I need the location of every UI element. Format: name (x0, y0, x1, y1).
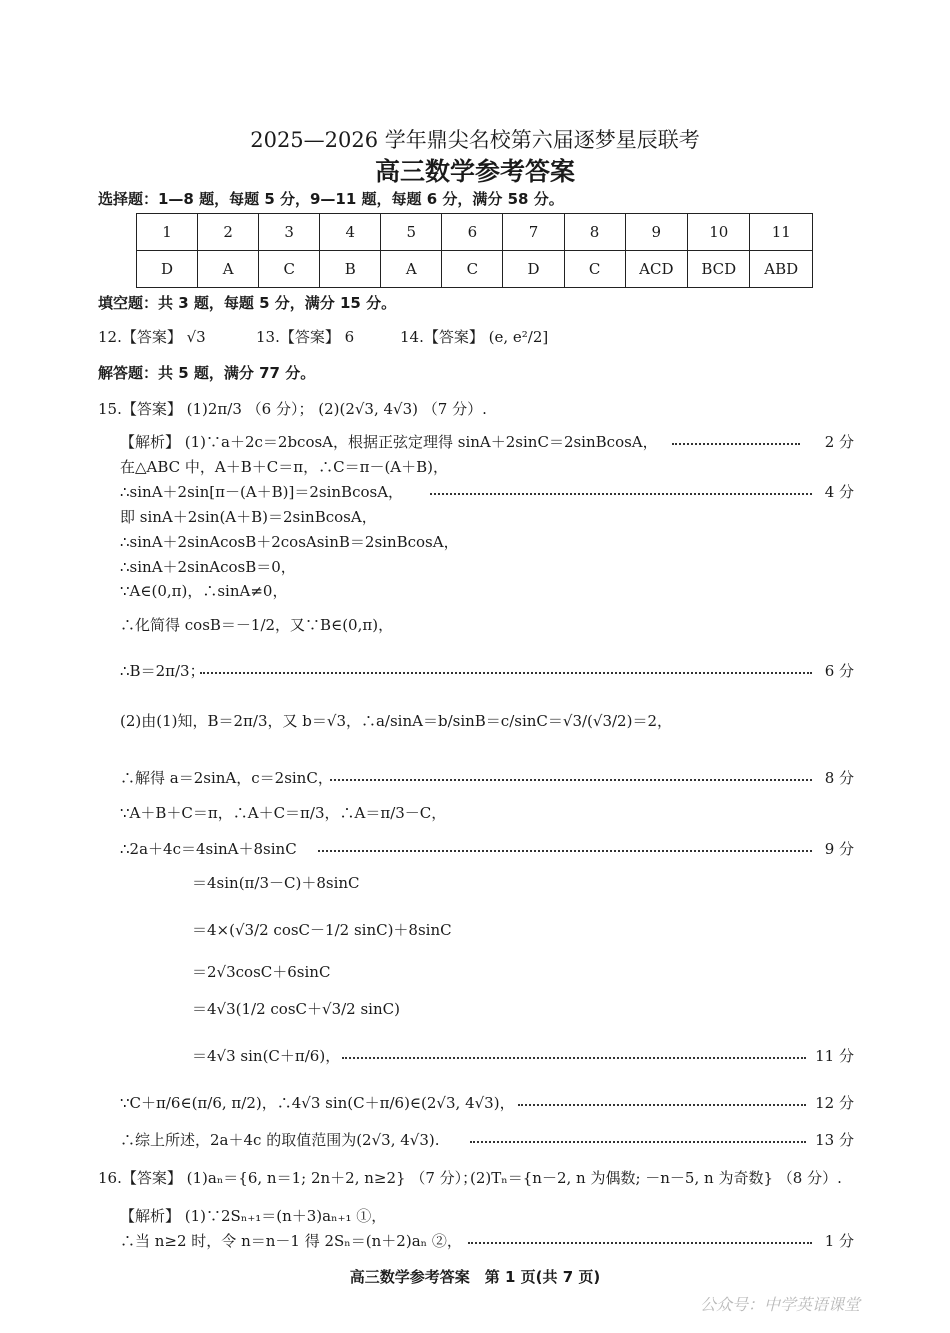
table-cell: 6 (442, 214, 503, 251)
answer-q12: 12.【答案】 √3 (98, 328, 206, 346)
score-leader (200, 672, 812, 674)
solution-line: ∴sinA＋2sinAcosB＝0， (120, 558, 296, 576)
table-cell: ABD (750, 251, 813, 288)
answer-table-answer-row (137, 251, 813, 288)
table-cell: 5 (381, 214, 442, 251)
solution-line: ∴B＝2π/3； (120, 662, 205, 680)
score-leader (672, 443, 800, 445)
solution-line: ∴化简得 cosB＝－1/2，又∵B∈(0,π)， (120, 616, 394, 634)
score-label: 6 分 (824, 662, 854, 680)
watermark: 公众号：中学英语课堂 (700, 1295, 861, 1314)
solution-line: ∵C＋π/6∈(π/6, π/2)，∴4√3 sin(C＋π/6)∈(2√3, 4√3)， (120, 1094, 515, 1112)
solution-line: 【解析】 (1)∵2Sₙ₊₁＝(n＋3)aₙ₊₁ ①， (120, 1207, 387, 1225)
score-leader (518, 1104, 806, 1106)
answer-q15: 15.【答案】 (1)2π/3 （6 分）； (2)(2√3, 4√3) （7 分）. (98, 400, 487, 418)
exam-title: 2025—2026 学年鼎尖名校第六届逐梦星辰联考 (250, 128, 700, 152)
table-cell: D (137, 251, 198, 288)
table-cell: 2 (198, 214, 259, 251)
answer-q14: 14.【答案】 (e, e²/2] (400, 328, 549, 346)
solution-line: ∴综上所述，2a＋4c 的取值范围为(2√3, 4√3). (120, 1131, 440, 1149)
solution-line: ∵A＋B＋C＝π，∴A＋C＝π/3，∴A＝π/3－C， (120, 804, 447, 822)
table-cell: ACD (625, 251, 687, 288)
table-cell: BCD (688, 251, 750, 288)
solution-line: ＝4√3(1/2 cosC＋√3/2 sinC) (192, 1000, 400, 1018)
solution-line: ∴sinA＋2sin[π－(A＋B)]＝2sinBcosA， (120, 483, 404, 501)
table-cell: 3 (259, 214, 320, 251)
solution-line: ∴解得 a＝2sinA，c＝2sinC， (120, 769, 333, 787)
solution-line: ＝4√3 sin(C＋π/6)， (192, 1047, 341, 1065)
table-cell: 10 (688, 214, 750, 251)
solution-line: ＝4sin(π/3－C)＋8sinC (192, 874, 360, 892)
choice-note: 选择题：1—8 题，每题 5 分，9—11 题，每题 6 分，满分 58 分。 (98, 190, 564, 208)
table-cell: 11 (750, 214, 813, 251)
solution-line: ＝4×(√3/2 cosC－1/2 sinC)＋8sinC (192, 921, 452, 939)
table-cell: 9 (625, 214, 687, 251)
table-cell: A (381, 251, 442, 288)
table-cell: B (320, 251, 381, 288)
answer-table-header-row (137, 214, 813, 251)
table-cell: 4 (320, 214, 381, 251)
answer-q16-part1: 16.【答案】 (1)aₙ＝{6, n＝1; 2n＋2, n≥2} （7 分）； (98, 1169, 478, 1187)
solve-note: 解答题：共 5 题，满分 77 分。 (98, 364, 316, 382)
score-leader (330, 779, 812, 781)
score-leader (430, 493, 812, 495)
score-label: 9 分 (824, 840, 854, 858)
score-label: 11 分 (815, 1047, 854, 1065)
score-leader (318, 850, 812, 852)
solution-line: 在△ABC 中，A＋B＋C＝π，∴C＝π－(A＋B)， (120, 458, 449, 476)
table-cell: C (442, 251, 503, 288)
solution-line: ∴2a＋4c＝4sinA＋8sinC (120, 840, 297, 858)
table-cell: D (503, 251, 564, 288)
score-leader (342, 1057, 806, 1059)
page-footer: 高三数学参考答案 第 1 页(共 7 页) (349, 1268, 601, 1286)
score-label: 2 分 (824, 433, 854, 451)
solution-line: ＝2√3cosC＋6sinC (192, 963, 331, 981)
answer-table (136, 213, 813, 288)
table-cell: 7 (503, 214, 564, 251)
answer-q16-part2: (2)Tₙ＝{n－2, n 为偶数; －n－5, n 为奇数} （8 分）. (470, 1169, 842, 1187)
page-title: 高三数学参考答案 (374, 157, 575, 186)
solution-line: ∵A∈(0,π)，∴sinA≠0， (120, 582, 288, 600)
solution-line: ∴当 n≥2 时，令 n＝n－1 得 2Sₙ＝(n＋2)aₙ ②， (120, 1232, 462, 1250)
score-leader (470, 1141, 806, 1143)
score-label: 12 分 (815, 1094, 854, 1112)
table-cell: C (564, 251, 625, 288)
score-label: 8 分 (824, 769, 854, 787)
table-cell: 8 (564, 214, 625, 251)
solution-line: 即 sinA＋2sin(A＋B)＝2sinBcosA， (120, 508, 377, 526)
score-label: 13 分 (815, 1131, 854, 1149)
solution-line: ∴sinA＋2sinAcosB＋2cosAsinB＝2sinBcosA， (120, 533, 459, 551)
fill-note: 填空题：共 3 题，每题 5 分，满分 15 分。 (98, 294, 397, 312)
score-label: 4 分 (824, 483, 854, 501)
table-cell: C (259, 251, 320, 288)
solution-line: 【解析】 (1)∵a＋2c＝2bcosA，根据正弦定理得 sinA＋2sinC＝2sinBcosA， (120, 433, 658, 451)
score-label: 1 分 (824, 1232, 854, 1250)
answer-q13: 13.【答案】 6 (256, 328, 355, 346)
table-cell: 1 (137, 214, 198, 251)
solution-line: (2)由(1)知，B＝2π/3，又 b＝√3，∴a/sinA＝b/sinB＝c/sinC＝√3/(√3/2)＝2， (120, 712, 672, 730)
score-leader (468, 1242, 812, 1244)
table-cell: A (198, 251, 259, 288)
